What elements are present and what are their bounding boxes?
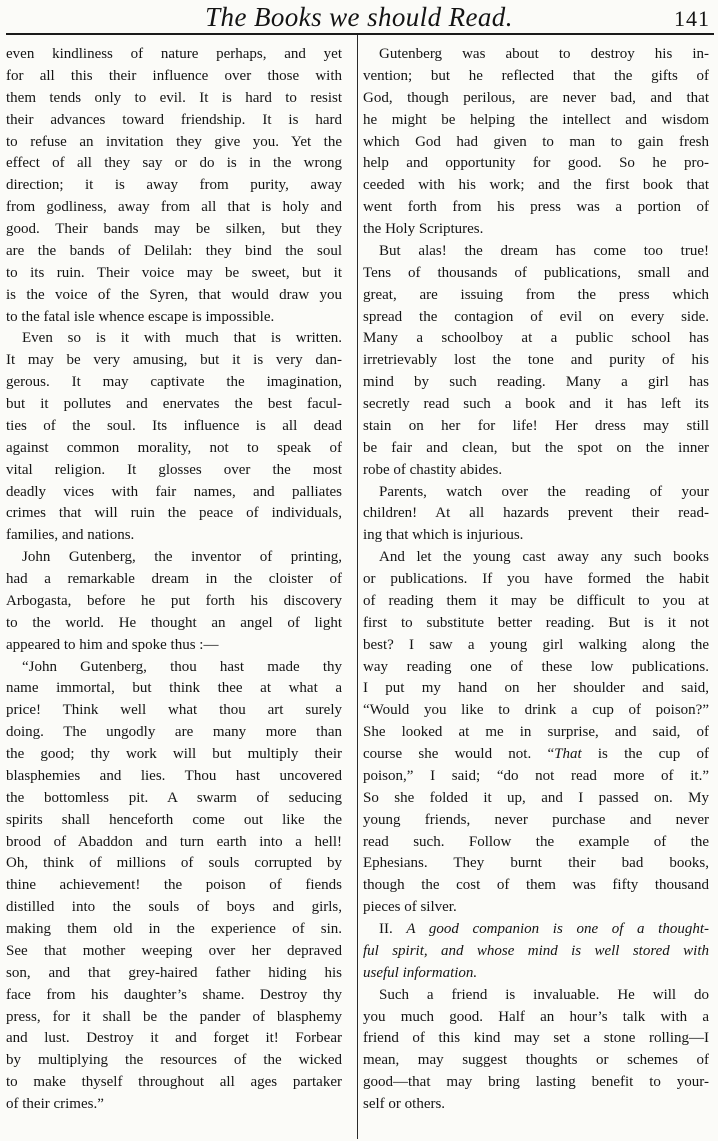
text-line: brood of Abaddon and turn earth into a hell! — [6, 833, 342, 850]
left-column — [6, 44, 342, 1116]
text-line: to its ruin. Their voice may be sweet, but it — [6, 264, 342, 281]
text-line: Arbogasta, before he put forth his discovery — [6, 592, 342, 609]
text-line: first to substitute better reading. But is it not — [363, 614, 709, 631]
text-line: effect of all they say or do is in the wrong — [6, 155, 342, 172]
paragraph — [363, 985, 709, 1116]
text-line: the Holy Scriptures. — [363, 221, 484, 237]
text-line: best? I saw a young girl walking along the — [363, 636, 709, 653]
text-line: She looked at me in surprise, and said, of — [363, 724, 709, 741]
text-line: ful spirit, and whose mind is well stored with — [363, 942, 709, 959]
text-line: good—that may bring lasting benefit to your- — [363, 1074, 709, 1091]
text-line: against common morality, not to speak of — [6, 439, 342, 456]
text-line: Ephesians. They burnt their bad books, — [363, 855, 709, 872]
text-line: distilled into the souls of boys and girls, — [6, 899, 342, 916]
paragraph — [363, 919, 709, 985]
text-line: children! At all hazards prevent their read- — [363, 505, 709, 522]
text-line: mind by such reading. Many a girl has — [363, 374, 709, 391]
text-line: be fair and clean, but the spot on the inner — [363, 439, 709, 456]
right-column — [363, 44, 709, 1116]
text-line: direction; it is away from purity, away — [6, 177, 342, 194]
text-line: irretrievably lost the tone and purity of his — [363, 352, 709, 369]
text-line: the bottomless pit. A swarm of seducing — [6, 789, 342, 806]
text-line: Parents, watch over the reading of your — [379, 483, 709, 500]
text-line: to refuse an invitation they give you. Yet the — [6, 133, 342, 150]
text-line: God, though perilous, are never bad, and that — [363, 89, 709, 106]
text-line: stain on her for life! Her dress may still — [363, 417, 709, 434]
text-line: Tens of thousands of publications, small and — [363, 264, 709, 281]
text-line: young friends, never purchase and never — [363, 811, 709, 828]
text-line: blasphemies and lies. Thou hast uncovered — [6, 767, 342, 784]
text-line: II. A good companion is one of a thought- — [379, 921, 709, 937]
text-line: Such a friend is invaluable. He will do — [379, 986, 709, 1003]
text-line: way reading one of these low publications. — [363, 658, 709, 675]
text-line: to the fatal isle whence escape is impossible. — [6, 308, 275, 325]
text-line: ceeded with his work; and the first book that — [363, 177, 709, 194]
text-line: secretly read such a book and it has left its — [363, 396, 709, 412]
paragraph — [363, 44, 709, 241]
text-line: to make thyself throughout all ages partaker — [6, 1074, 342, 1091]
text-line: robe of chastity abides. — [363, 461, 503, 478]
text-line: and lust. Destroy it and forget it! Forbear — [6, 1030, 342, 1047]
text-line: thine achievement! the poison of fiends — [6, 877, 342, 894]
paragraph — [6, 547, 342, 656]
text-line: to the world. He thought an angel of light — [6, 614, 342, 631]
text-line: went forth from his press was a portion of — [363, 199, 709, 216]
text-line: son, and that grey-haired father hiding his — [6, 964, 342, 981]
text-line: face from his daughter’s shame. Destroy thy — [6, 986, 342, 1003]
text-line: And let the young cast away any such books — [379, 549, 709, 566]
text-line: course she would not. “That is the cup of — [363, 746, 709, 762]
text-line: Gutenberg was about to destroy his in- — [379, 46, 709, 62]
text-line: Even so is it with much that is written. — [22, 330, 342, 347]
text-line: See that mother weeping over her depraved — [6, 942, 342, 959]
text-line: good. Their bands may be silken, but they — [6, 221, 342, 237]
text-line: I put my hand on her shoulder and said, — [363, 680, 709, 697]
paragraph — [363, 241, 709, 482]
text-line: great, are issuing from the press which — [363, 286, 709, 303]
running-title: The Books we should Read. — [205, 2, 513, 32]
text-line: the good; thy work will but multiply their — [6, 746, 342, 762]
text-line: vention; but he reflected that the gifts of — [363, 67, 709, 84]
text-line: read such. Follow the example of the — [363, 833, 709, 850]
text-line: families, and nations. — [6, 527, 135, 544]
text-line: deadly vices with fair names, and palliates — [6, 483, 342, 500]
text-line: price! Think well what thou art surely — [6, 702, 342, 719]
text-line: but it pollutes and enervates the best facul- — [6, 396, 342, 412]
text-line: making them old in the experience of sin. — [6, 921, 342, 937]
text-line: friend of this kind may set a stone rolling—I — [363, 1030, 709, 1047]
text-line: help and opportunity for good. So he pro- — [363, 155, 709, 172]
text-line: vital religion. It glosses over the most — [6, 461, 342, 478]
text-line: pieces of silver. — [363, 899, 457, 916]
text-line: ing that which is injurious. — [363, 527, 524, 544]
text-line: crimes that will ruin the peace of individuals, — [6, 505, 342, 522]
text-line: are the bands of Delilah: they bind the soul — [6, 242, 342, 259]
header-rule — [6, 33, 714, 35]
text-line: of their crimes.” — [6, 1096, 104, 1112]
text-line: from godliness, away from all that is holy and — [6, 199, 342, 216]
text-line: poison,” I said; “do not read more of it.” — [363, 767, 709, 784]
page-header — [0, 0, 718, 32]
column-divider — [357, 35, 358, 1139]
text-line: is the voice of the Syren, that would draw you — [6, 286, 342, 303]
text-line: he might be helping the intellect and wisdom — [363, 111, 709, 128]
text-line: So she folded it up, and I passed on. My — [363, 789, 709, 806]
paragraph — [363, 547, 709, 919]
text-line: It may be very amusing, but it is very dan- — [6, 352, 342, 369]
text-line: name immortal, but think thee at what a — [6, 680, 342, 697]
text-line: though the cost of them was fifty thousand — [363, 877, 709, 894]
paragraph — [363, 482, 709, 548]
text-line: had a remarkable dream in the cloister of — [6, 571, 342, 587]
text-line: by multiplying the resources of the wicked — [6, 1052, 342, 1069]
text-line: Oh, think of millions of souls corrupted by — [6, 855, 342, 872]
text-line: even kindliness of nature perhaps, and yet — [6, 46, 342, 62]
text-line: Many a schoolboy at a public school has — [363, 330, 709, 347]
text-line: But alas! the dream has come too true! — [379, 242, 709, 259]
text-line: doing. The ungodly are many more than — [6, 724, 342, 741]
text-line: useful information. — [363, 964, 478, 981]
text-line: you much good. Half an hour’s talk with a — [363, 1008, 709, 1025]
page-number: 141 — [674, 6, 710, 31]
text-line: gerous. It may captivate the imagination, — [6, 374, 342, 391]
text-line: which God had given to man to gain fresh — [363, 133, 709, 150]
text-line: “Would you like to drink a cup of poison?” — [363, 702, 709, 719]
text-line: their advances toward friendship. It is hard — [6, 111, 342, 128]
text-line: them tends only to evil. It is hard to resist — [6, 89, 342, 106]
paragraph — [6, 328, 342, 547]
text-line: John Gutenberg, the inventor of printing, — [22, 549, 342, 566]
paragraph — [6, 657, 342, 1116]
text-line: self or others. — [363, 1096, 446, 1112]
text-line: or publications. If you have formed the habit — [363, 571, 709, 587]
text-line: “John Gutenberg, thou hast made thy — [22, 658, 342, 675]
text-line: ties of the soul. Its influence is all dead — [6, 417, 342, 434]
text-line: mean, may suggest thoughts or schemes of — [363, 1052, 709, 1069]
text-line: for all this their influence over those with — [6, 67, 342, 84]
text-line: of reading them it may be difficult to you at — [363, 592, 709, 609]
text-line: appeared to him and spoke thus :— — [6, 636, 219, 653]
text-line: spread the contagion of evil on every side. — [363, 308, 709, 325]
paragraph — [6, 44, 342, 328]
text-line: press, for it shall be the pander of blasphemy — [6, 1008, 342, 1025]
text-line: spirits shall henceforth come out like the — [6, 811, 342, 828]
